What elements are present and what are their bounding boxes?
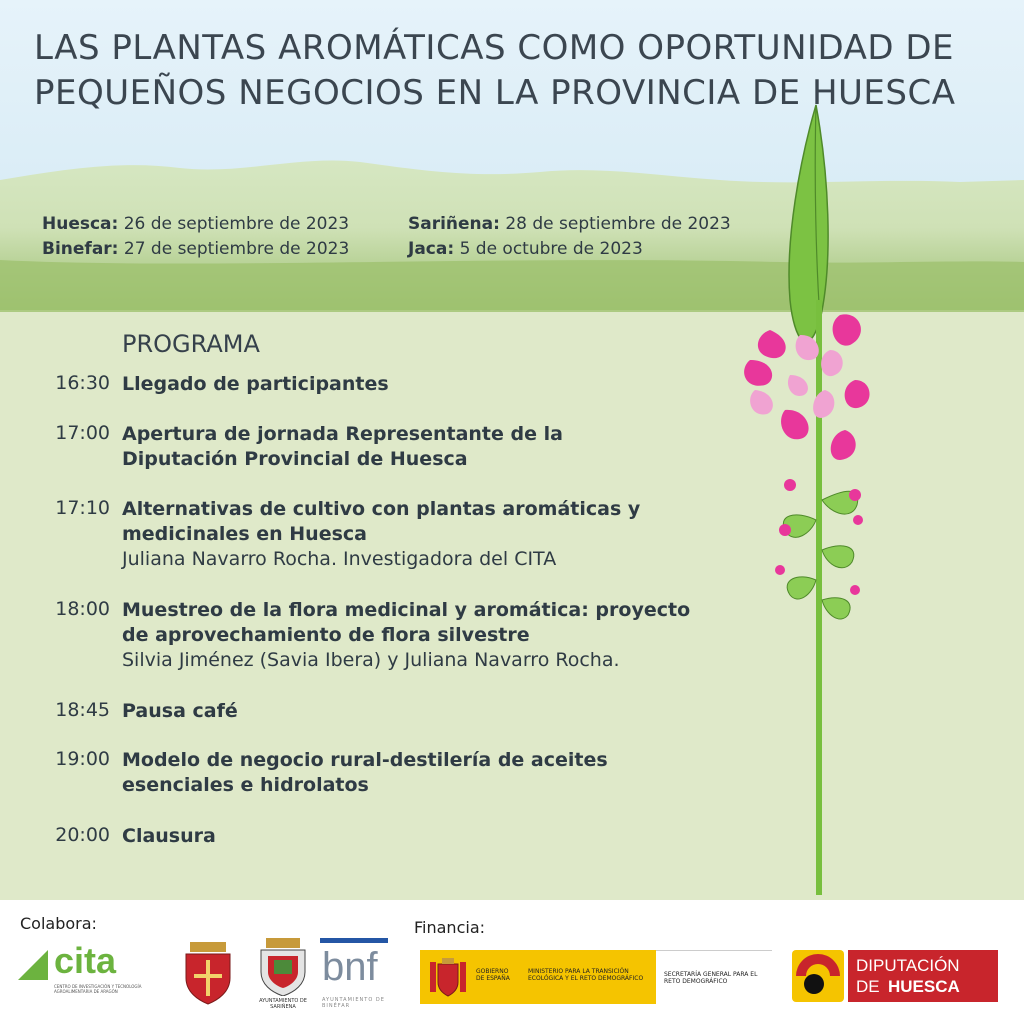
footer-logos xyxy=(0,900,1024,1024)
bnf-wordmark: bnf xyxy=(322,945,378,989)
diputacion-de-text: DE xyxy=(856,977,880,996)
secretaria-logo xyxy=(656,950,772,1005)
ministerio-text: MINISTERIO PARA LA TRANSICIÓN ECOLÓGICA Y EL RETO DEMOGRÁFICO xyxy=(528,968,644,982)
date-value: 26 de septiembre de 2023 xyxy=(123,214,350,234)
date-value: 27 de septiembre de 2023 xyxy=(123,239,350,259)
sarinena-logo xyxy=(256,938,310,1018)
cita-subtitle: CENTRO DE INVESTIGACIÓN Y TECNOLOGÍA AGROALIMENTARIA DE ARAGÓN xyxy=(54,984,142,994)
program-time: 17:10 xyxy=(55,497,110,519)
cita-logo xyxy=(18,940,142,998)
program-speaker: Silvia Jiménez (Savia Ibera) y Juliana Navarro Rocha. xyxy=(122,649,620,671)
date-row xyxy=(408,237,731,262)
program-title: Apertura de jornada Representante de la Diputación Provincial de Huesca xyxy=(122,423,563,470)
sarinena-subtitle: AYUNTAMIENTO DE SARIÑENA xyxy=(259,998,307,1010)
bnf-subtitle: AYUNTAMIENTO DE BINÉFAR xyxy=(322,997,385,1009)
diputacion-text: DIPUTACIÓN xyxy=(856,956,960,975)
program-title: Clausura xyxy=(122,825,216,847)
date-value: 5 de octubre de 2023 xyxy=(459,239,643,259)
date-place: Huesca: xyxy=(42,214,119,234)
date-row xyxy=(408,212,731,237)
program-time: 19:00 xyxy=(55,748,110,770)
diputacion-emblem-icon xyxy=(792,950,844,1002)
bnf-logo xyxy=(320,938,388,1011)
gobierno-espana-logo xyxy=(420,950,656,1004)
financia-label: Financia: xyxy=(414,918,486,937)
program-time: 17:00 xyxy=(55,422,110,444)
cita-wordmark: cita xyxy=(54,940,117,981)
diputacion-huesca-logo xyxy=(792,950,998,1002)
coat-of-arms-icon xyxy=(428,956,468,998)
program-time: 16:30 xyxy=(55,372,110,394)
program-title: Pausa café xyxy=(122,700,238,722)
program-title: Modelo de negocio rural-destilería de aceites esenciales e hidrolatos xyxy=(122,749,608,796)
program-title: Muestreo de la flora medicinal y aromática: proyecto de aprovechamiento de flora silvestre xyxy=(122,599,691,646)
date-place: Jaca: xyxy=(408,239,455,259)
diputacion-huesca-text: HUESCA xyxy=(888,977,960,996)
gobierno-text: GOBIERNO DE ESPAÑA xyxy=(476,968,510,982)
date-place: Binefar: xyxy=(42,239,119,259)
date-value: 28 de septiembre de 2023 xyxy=(505,214,731,234)
date-row xyxy=(42,237,349,262)
date-row xyxy=(42,212,349,237)
page-title: LAS PLANTAS AROMÁTICAS COMO OPORTUNIDAD DE PEQUEÑOS NEGOCIOS EN LA PROVINCIA DE HUESCA xyxy=(34,28,956,113)
program-heading: PROGRAMA xyxy=(122,330,260,358)
secretaria-text: SECRETARÍA GENERAL PARA EL RETO DEMOGRÁFICO xyxy=(664,971,758,985)
program-time: 20:00 xyxy=(55,824,110,846)
flower-illustration xyxy=(730,100,890,900)
program-time: 18:00 xyxy=(55,598,110,620)
program-time: 18:45 xyxy=(55,699,110,721)
binefar-shield-icon xyxy=(180,940,236,1006)
program-title: Alternativas de cultivo con plantas aromáticas y medicinales en Huesca xyxy=(122,498,641,545)
colabora-label: Colabora: xyxy=(20,914,97,933)
program-speaker: Juliana Navarro Rocha. Investigadora del CITA xyxy=(122,548,557,570)
date-place: Sariñena: xyxy=(408,214,500,234)
program-title: Llegado de participantes xyxy=(122,373,389,395)
